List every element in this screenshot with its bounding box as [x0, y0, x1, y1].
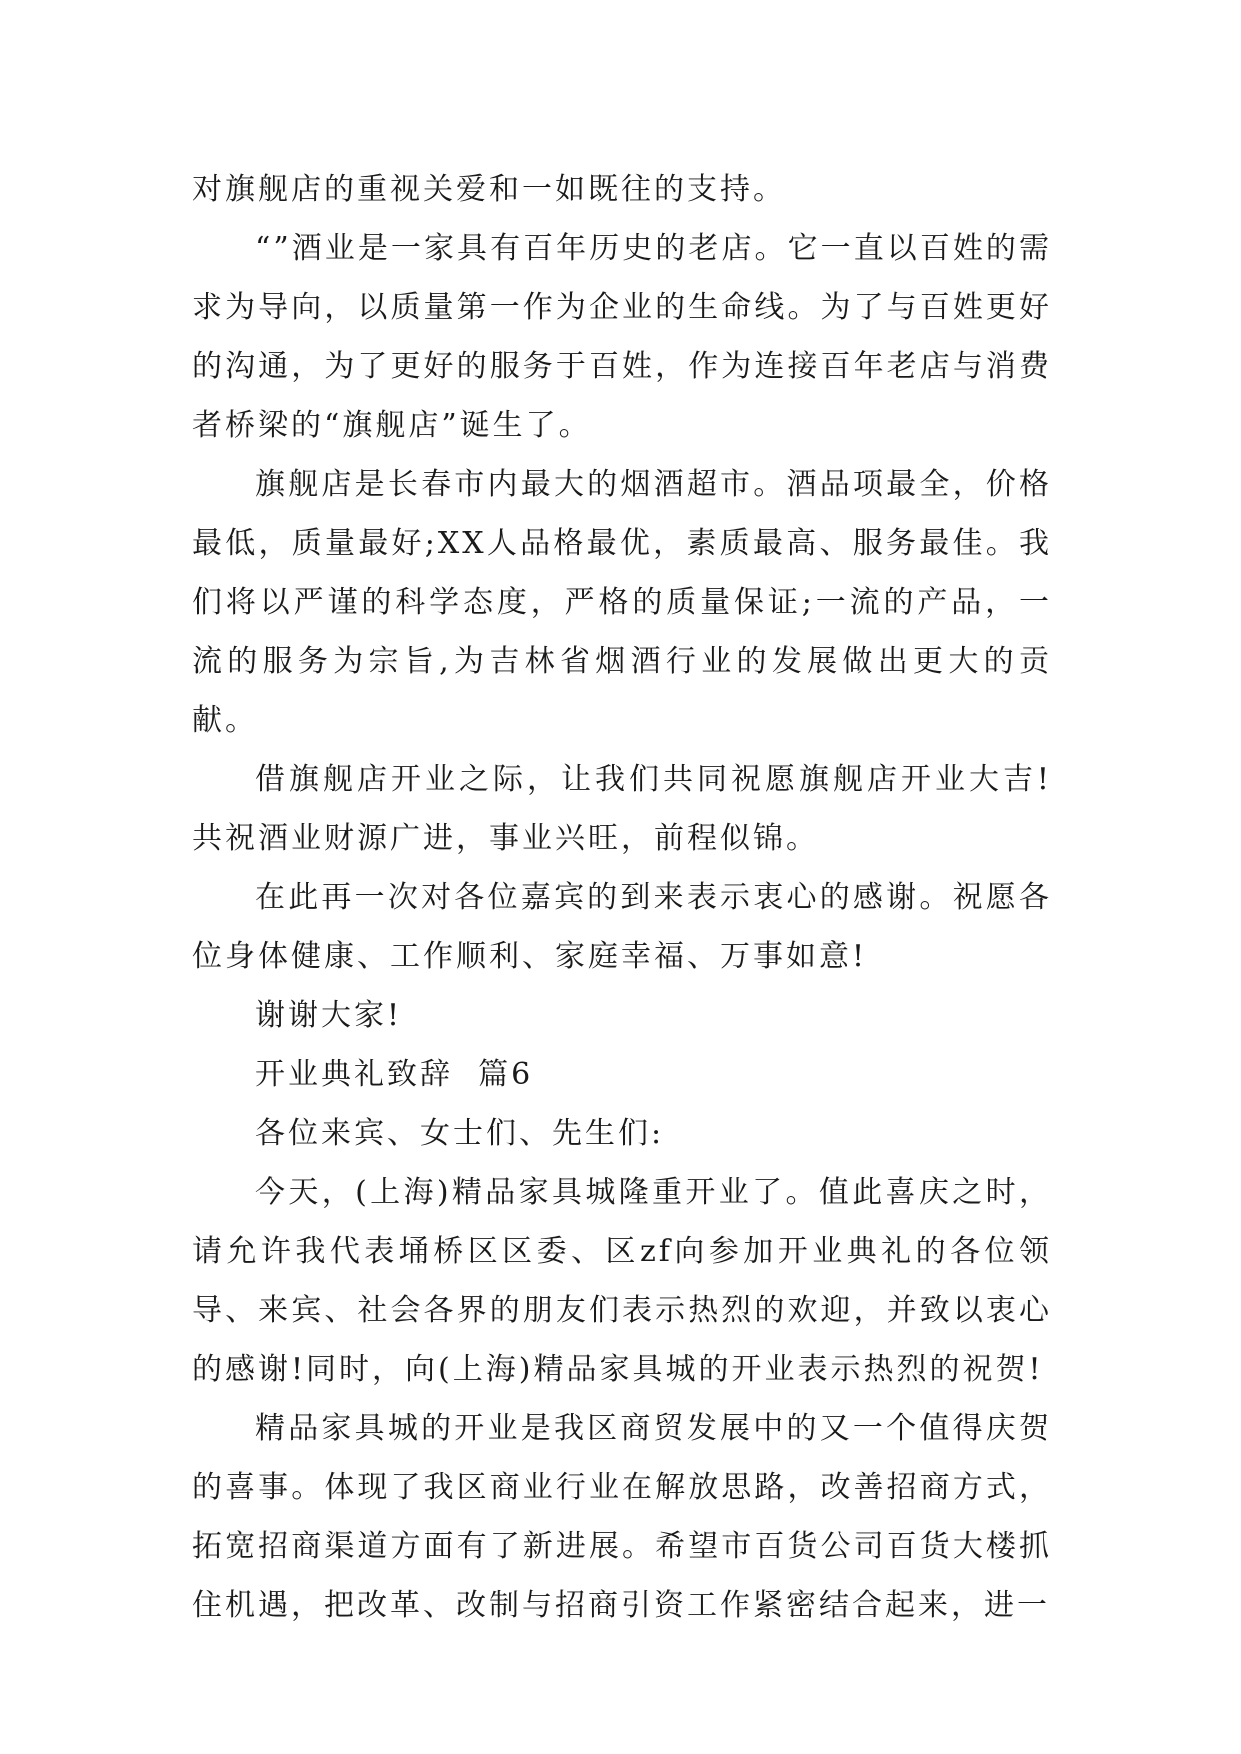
paragraph-9: 今天，(上海)精品家具城隆重开业了。值此喜庆之时，请允许我代表埇桥区区委、区zf向参加开业典礼的各位领导、来宾、社会各界的朋友们表示热烈的欢迎，并致以衷心的感谢!同时，向(上海)精品家具城的开业表示热烈的祝贺! [192, 1175, 1052, 1387]
section-heading: 开业典礼致辞 篇6 [255, 1057, 534, 1092]
paragraph-3: 旗舰店是长春市内最大的烟酒超市。酒品项最全，价格最低，质量最好;XX人品格最优，素质最高、服务最佳。我们将以严谨的科学态度，严格的质量保证;一流的产品，一流的服务为宗旨,为吉林省烟酒行业的发展做出更大的贡献。 [192, 467, 1052, 738]
paragraph-5: 在此再一次对各位嘉宾的到来表示衷心的感谢。祝愿各位身体健康、工作顺利、家庭幸福、万事如意! [192, 880, 1052, 974]
paragraph-6: 谢谢大家! [255, 998, 403, 1033]
paragraph-4: 借旗舰店开业之际，让我们共同祝愿旗舰店开业大吉!共祝酒业财源广进，事业兴旺，前程似锦。 [192, 762, 1052, 856]
paragraph-1: 对旗舰店的重视关爱和一如既往的支持。 [192, 172, 786, 207]
salutation: 各位来宾、女士们、先生们: [255, 1116, 665, 1151]
paragraph-2: “”酒业是一家具有百年历史的老店。它一直以百姓的需求为导向，以质量第一作为企业的生命线。为了与百姓更好的沟通，为了更好的服务于百姓，作为连接百年老店与消费者桥梁的“旗舰店”诞生了。 [192, 231, 1052, 443]
body-text [192, 160, 1052, 1635]
paragraph-10: 精品家具城的开业是我区商贸发展中的又一个值得庆贺的喜事。体现了我区商业行业在解放思路，改善招商方式，拓宽招商渠道方面有了新进展。希望市百货公司百货大楼抓住机遇，把改革、改制与招商引资工作紧密结合起来，进一 [192, 1411, 1052, 1623]
